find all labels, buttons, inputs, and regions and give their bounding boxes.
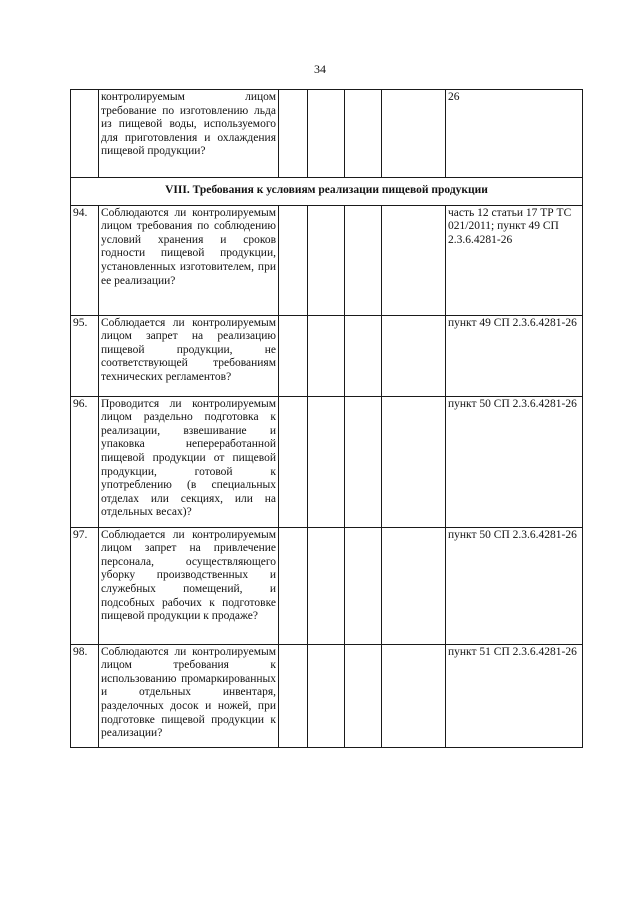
legal-reference: 26: [446, 90, 583, 178]
answer-cell-na: [345, 396, 382, 527]
requirement-question: Соблюдаются ли контролируемым лицом требования к использованию промаркированных и отдельных инвентаря, разделочных досок и ножей, при подготовке пищевой продукции к реализации?: [99, 644, 279, 747]
comment-cell: [382, 90, 446, 178]
requirement-question: Соблюдается ли контролируемым лицом запрет на привлечение персонала, осуществляющего уборку производственных и служебных помещений, и подсобных рабочих к подготовке пищевой продукции к продаже?: [99, 527, 279, 644]
answer-cell-na: [345, 205, 382, 315]
answer-cell-na: [345, 315, 382, 396]
answer-cell-na: [345, 90, 382, 178]
comment-cell: [382, 527, 446, 644]
legal-reference: пункт 51 СП 2.3.6.4281-26: [446, 644, 583, 747]
answer-cell-yes: [279, 90, 308, 178]
section-heading: VIII. Требования к условиям реализации пищевой продукции: [71, 178, 583, 206]
answer-cell-na: [345, 527, 382, 644]
requirement-question: Соблюдаются ли контролируемым лицом требования по соблюдению условий хранения и сроков годности пищевой продукции, установленных изготовителем, при ее реализации?: [99, 205, 279, 315]
table-row: [71, 396, 583, 527]
page-number: 34: [314, 62, 326, 76]
answer-cell-yes: [279, 527, 308, 644]
section-heading-row: [71, 178, 583, 206]
answer-cell-yes: [279, 396, 308, 527]
row-number: 98.: [71, 644, 99, 747]
comment-cell: [382, 315, 446, 396]
row-number: [71, 90, 99, 178]
answer-cell-no: [308, 205, 345, 315]
row-number: 94.: [71, 205, 99, 315]
checklist-table: [70, 89, 583, 748]
answer-cell-no: [308, 527, 345, 644]
answer-cell-yes: [279, 315, 308, 396]
row-number: 97.: [71, 527, 99, 644]
answer-cell-no: [308, 396, 345, 527]
table-row: [71, 205, 583, 315]
requirement-question: Проводится ли контролируемым лицом раздельно подготовка к реализации, взвешивание и упаковка непереработанной пищевой продукции от пищевой продукции, готовой к употреблению (в специальных отделах или секциях, или на отдельных весах)?: [99, 396, 279, 527]
answer-cell-no: [308, 90, 345, 178]
legal-reference: пункт 50 СП 2.3.6.4281-26: [446, 396, 583, 527]
answer-cell-no: [308, 644, 345, 747]
legal-reference: пункт 50 СП 2.3.6.4281-26: [446, 527, 583, 644]
requirement-question: Соблюдается ли контролируемым лицом запрет на реализацию пищевой продукции, не соответствующей требованиям технических регламентов?: [99, 315, 279, 396]
row-number: 96.: [71, 396, 99, 527]
comment-cell: [382, 396, 446, 527]
table-row: [71, 315, 583, 396]
table-row: [71, 90, 583, 178]
table-row: [71, 644, 583, 747]
legal-reference: пункт 49 СП 2.3.6.4281-26: [446, 315, 583, 396]
row-number: 95.: [71, 315, 99, 396]
comment-cell: [382, 644, 446, 747]
answer-cell-no: [308, 315, 345, 396]
table-row: [71, 527, 583, 644]
answer-cell-na: [345, 644, 382, 747]
comment-cell: [382, 205, 446, 315]
answer-cell-yes: [279, 205, 308, 315]
legal-reference: часть 12 статьи 17 ТР ТС 021/2011; пункт 49 СП 2.3.6.4281-26: [446, 205, 583, 315]
requirement-question: контролируемым лицом требование по изготовлению льда из пищевой воды, используемого для приготовления и охлаждения пищевой продукции?: [99, 90, 279, 178]
answer-cell-yes: [279, 644, 308, 747]
